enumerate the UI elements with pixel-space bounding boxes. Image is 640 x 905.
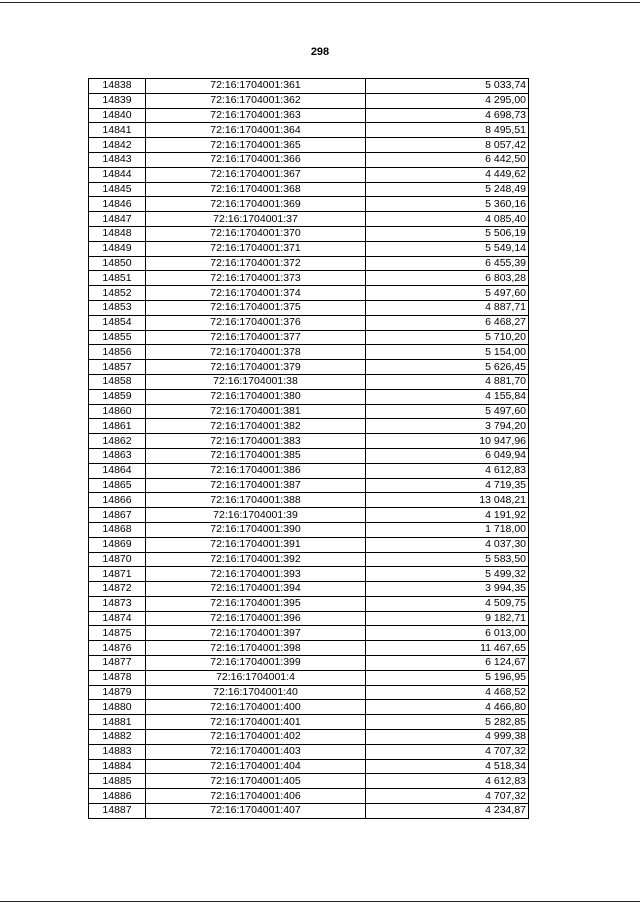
row-number: 14852	[89, 286, 146, 301]
cadastral-number: 72:16:1704001:361	[146, 79, 366, 94]
cadastral-number: 72:16:1704001:373	[146, 271, 366, 286]
value-cell: 6 455,39	[366, 256, 529, 271]
row-number: 14877	[89, 656, 146, 671]
value-cell: 4 881,70	[366, 374, 529, 389]
table-row	[89, 182, 529, 197]
top-scan-edge	[0, 2, 640, 3]
cadastral-number: 72:16:1704001:383	[146, 434, 366, 449]
row-number: 14863	[89, 448, 146, 463]
cadastral-number: 72:16:1704001:407	[146, 804, 366, 819]
row-number: 14876	[89, 641, 146, 656]
cadastral-number: 72:16:1704001:394	[146, 582, 366, 597]
row-number: 14873	[89, 596, 146, 611]
table-row	[89, 744, 529, 759]
value-cell: 13 048,21	[366, 493, 529, 508]
row-number: 14885	[89, 774, 146, 789]
value-cell: 5 506,19	[366, 226, 529, 241]
cadastral-number: 72:16:1704001:397	[146, 626, 366, 641]
table-row	[89, 300, 529, 315]
row-number: 14844	[89, 167, 146, 182]
table-row	[89, 434, 529, 449]
table-row	[89, 448, 529, 463]
value-cell: 5 583,50	[366, 552, 529, 567]
table-row	[89, 759, 529, 774]
cadastral-number: 72:16:1704001:386	[146, 463, 366, 478]
page-number: 298	[310, 46, 330, 58]
value-cell: 4 449,62	[366, 167, 529, 182]
row-number: 14878	[89, 670, 146, 685]
cadastral-number: 72:16:1704001:39	[146, 508, 366, 523]
table-row	[89, 389, 529, 404]
cadastral-number: 72:16:1704001:379	[146, 360, 366, 375]
cadastral-number: 72:16:1704001:368	[146, 182, 366, 197]
table-row	[89, 123, 529, 138]
cadastral-number: 72:16:1704001:406	[146, 789, 366, 804]
cadastral-number: 72:16:1704001:371	[146, 241, 366, 256]
row-number: 14864	[89, 463, 146, 478]
value-cell: 11 467,65	[366, 641, 529, 656]
value-cell: 4 612,83	[366, 463, 529, 478]
table-row	[89, 611, 529, 626]
cadastral-number: 72:16:1704001:381	[146, 404, 366, 419]
row-number: 14874	[89, 611, 146, 626]
value-cell: 4 085,40	[366, 212, 529, 227]
table-row	[89, 582, 529, 597]
table-row	[89, 463, 529, 478]
value-cell: 6 468,27	[366, 315, 529, 330]
value-cell: 4 999,38	[366, 730, 529, 745]
table-row	[89, 419, 529, 434]
value-cell: 4 698,73	[366, 108, 529, 123]
cadastral-number: 72:16:1704001:370	[146, 226, 366, 241]
cadastral-number: 72:16:1704001:387	[146, 478, 366, 493]
table-row	[89, 478, 529, 493]
table-row	[89, 330, 529, 345]
table-row	[89, 93, 529, 108]
cadastral-number: 72:16:1704001:374	[146, 286, 366, 301]
value-cell: 4 518,34	[366, 759, 529, 774]
row-number: 14847	[89, 212, 146, 227]
cadastral-number: 72:16:1704001:391	[146, 537, 366, 552]
row-number: 14838	[89, 79, 146, 94]
row-number: 14858	[89, 374, 146, 389]
cadastral-number: 72:16:1704001:363	[146, 108, 366, 123]
value-cell: 3 794,20	[366, 419, 529, 434]
value-cell: 4 037,30	[366, 537, 529, 552]
cadastral-number: 72:16:1704001:399	[146, 656, 366, 671]
row-number: 14853	[89, 300, 146, 315]
table-row	[89, 152, 529, 167]
value-cell: 4 466,80	[366, 700, 529, 715]
table-row	[89, 552, 529, 567]
value-cell: 5 497,60	[366, 404, 529, 419]
row-number: 14840	[89, 108, 146, 123]
table-row	[89, 79, 529, 94]
value-cell: 9 182,71	[366, 611, 529, 626]
table-row	[89, 241, 529, 256]
cadastral-number: 72:16:1704001:365	[146, 138, 366, 153]
row-number: 14841	[89, 123, 146, 138]
cadastral-number: 72:16:1704001:388	[146, 493, 366, 508]
value-cell: 4 887,71	[366, 300, 529, 315]
table-row	[89, 108, 529, 123]
table-row	[89, 789, 529, 804]
value-cell: 10 947,96	[366, 434, 529, 449]
value-cell: 5 710,20	[366, 330, 529, 345]
cadastral-number: 72:16:1704001:402	[146, 730, 366, 745]
row-number: 14854	[89, 315, 146, 330]
value-cell: 6 013,00	[366, 626, 529, 641]
row-number: 14872	[89, 582, 146, 597]
row-number: 14883	[89, 744, 146, 759]
row-number: 14839	[89, 93, 146, 108]
table-row	[89, 315, 529, 330]
row-number: 14843	[89, 152, 146, 167]
row-number: 14881	[89, 715, 146, 730]
value-cell: 4 468,52	[366, 685, 529, 700]
cadastral-number: 72:16:1704001:400	[146, 700, 366, 715]
table-row	[89, 226, 529, 241]
cadastral-number: 72:16:1704001:392	[146, 552, 366, 567]
row-number: 14867	[89, 508, 146, 523]
table-row	[89, 730, 529, 745]
value-cell: 4 191,92	[366, 508, 529, 523]
row-number: 14855	[89, 330, 146, 345]
value-cell: 6 442,50	[366, 152, 529, 167]
value-cell: 5 360,16	[366, 197, 529, 212]
table-row	[89, 271, 529, 286]
row-number: 14882	[89, 730, 146, 745]
table-row	[89, 700, 529, 715]
table-row	[89, 804, 529, 819]
row-number: 14859	[89, 389, 146, 404]
row-number: 14857	[89, 360, 146, 375]
table-row	[89, 685, 529, 700]
value-cell: 5 033,74	[366, 79, 529, 94]
row-number: 14842	[89, 138, 146, 153]
table-row	[89, 493, 529, 508]
value-cell: 4 295,00	[366, 93, 529, 108]
row-number: 14886	[89, 789, 146, 804]
value-cell: 5 626,45	[366, 360, 529, 375]
cadastral-number: 72:16:1704001:380	[146, 389, 366, 404]
row-number: 14866	[89, 493, 146, 508]
row-number: 14884	[89, 759, 146, 774]
value-cell: 5 497,60	[366, 286, 529, 301]
row-number: 14860	[89, 404, 146, 419]
value-cell: 4 509,75	[366, 596, 529, 611]
cadastral-number: 72:16:1704001:369	[146, 197, 366, 212]
cadastral-number: 72:16:1704001:364	[146, 123, 366, 138]
table-row	[89, 641, 529, 656]
value-cell: 1 718,00	[366, 522, 529, 537]
table-row	[89, 404, 529, 419]
cadastral-number: 72:16:1704001:378	[146, 345, 366, 360]
cadastral-number: 72:16:1704001:38	[146, 374, 366, 389]
row-number: 14848	[89, 226, 146, 241]
row-number: 14845	[89, 182, 146, 197]
row-number: 14850	[89, 256, 146, 271]
table-row	[89, 537, 529, 552]
value-cell: 5 154,00	[366, 345, 529, 360]
row-number: 14870	[89, 552, 146, 567]
cadastral-number: 72:16:1704001:395	[146, 596, 366, 611]
table-row	[89, 596, 529, 611]
table-row	[89, 670, 529, 685]
row-number: 14887	[89, 804, 146, 819]
bottom-scan-edge	[0, 901, 640, 902]
row-number: 14865	[89, 478, 146, 493]
table-row	[89, 656, 529, 671]
cadastral-number: 72:16:1704001:390	[146, 522, 366, 537]
value-cell: 4 707,32	[366, 744, 529, 759]
cadastral-number: 72:16:1704001:385	[146, 448, 366, 463]
cadastral-number: 72:16:1704001:398	[146, 641, 366, 656]
value-cell: 4 612,83	[366, 774, 529, 789]
value-cell: 4 155,84	[366, 389, 529, 404]
row-number: 14879	[89, 685, 146, 700]
value-cell: 8 057,42	[366, 138, 529, 153]
table-row	[89, 567, 529, 582]
row-number: 14856	[89, 345, 146, 360]
value-cell: 5 499,32	[366, 567, 529, 582]
row-number: 14869	[89, 537, 146, 552]
cadastral-number: 72:16:1704001:362	[146, 93, 366, 108]
value-cell: 5 282,85	[366, 715, 529, 730]
cadastral-number: 72:16:1704001:4	[146, 670, 366, 685]
row-number: 14849	[89, 241, 146, 256]
value-cell: 6 124,67	[366, 656, 529, 671]
row-number: 14871	[89, 567, 146, 582]
row-number: 14851	[89, 271, 146, 286]
value-cell: 8 495,51	[366, 123, 529, 138]
cadastral-number: 72:16:1704001:382	[146, 419, 366, 434]
row-number: 14862	[89, 434, 146, 449]
table-row	[89, 167, 529, 182]
table-row	[89, 508, 529, 523]
cadastral-number: 72:16:1704001:405	[146, 774, 366, 789]
row-number: 14868	[89, 522, 146, 537]
row-number: 14875	[89, 626, 146, 641]
table-row	[89, 256, 529, 271]
value-cell: 5 248,49	[366, 182, 529, 197]
cadastral-number: 72:16:1704001:375	[146, 300, 366, 315]
table-row	[89, 715, 529, 730]
value-cell: 5 549,14	[366, 241, 529, 256]
table-row	[89, 197, 529, 212]
cadastral-number: 72:16:1704001:40	[146, 685, 366, 700]
table-row	[89, 212, 529, 227]
cadastral-table	[88, 78, 529, 819]
value-cell: 6 803,28	[366, 271, 529, 286]
cadastral-number: 72:16:1704001:396	[146, 611, 366, 626]
table-row	[89, 774, 529, 789]
cadastral-number: 72:16:1704001:377	[146, 330, 366, 345]
cadastral-number: 72:16:1704001:37	[146, 212, 366, 227]
value-cell: 4 707,32	[366, 789, 529, 804]
table-row	[89, 286, 529, 301]
value-cell: 4 719,35	[366, 478, 529, 493]
table-row	[89, 345, 529, 360]
row-number: 14861	[89, 419, 146, 434]
table-row	[89, 360, 529, 375]
table-row	[89, 626, 529, 641]
cadastral-number: 72:16:1704001:403	[146, 744, 366, 759]
row-number: 14846	[89, 197, 146, 212]
cadastral-number: 72:16:1704001:401	[146, 715, 366, 730]
row-number: 14880	[89, 700, 146, 715]
value-cell: 3 994,35	[366, 582, 529, 597]
value-cell: 5 196,95	[366, 670, 529, 685]
cadastral-number: 72:16:1704001:404	[146, 759, 366, 774]
cadastral-number: 72:16:1704001:376	[146, 315, 366, 330]
table-row	[89, 138, 529, 153]
table-row	[89, 522, 529, 537]
table-row	[89, 374, 529, 389]
cadastral-number: 72:16:1704001:366	[146, 152, 366, 167]
cadastral-number: 72:16:1704001:393	[146, 567, 366, 582]
cadastral-number: 72:16:1704001:367	[146, 167, 366, 182]
cadastral-number: 72:16:1704001:372	[146, 256, 366, 271]
value-cell: 4 234,87	[366, 804, 529, 819]
value-cell: 6 049,94	[366, 448, 529, 463]
